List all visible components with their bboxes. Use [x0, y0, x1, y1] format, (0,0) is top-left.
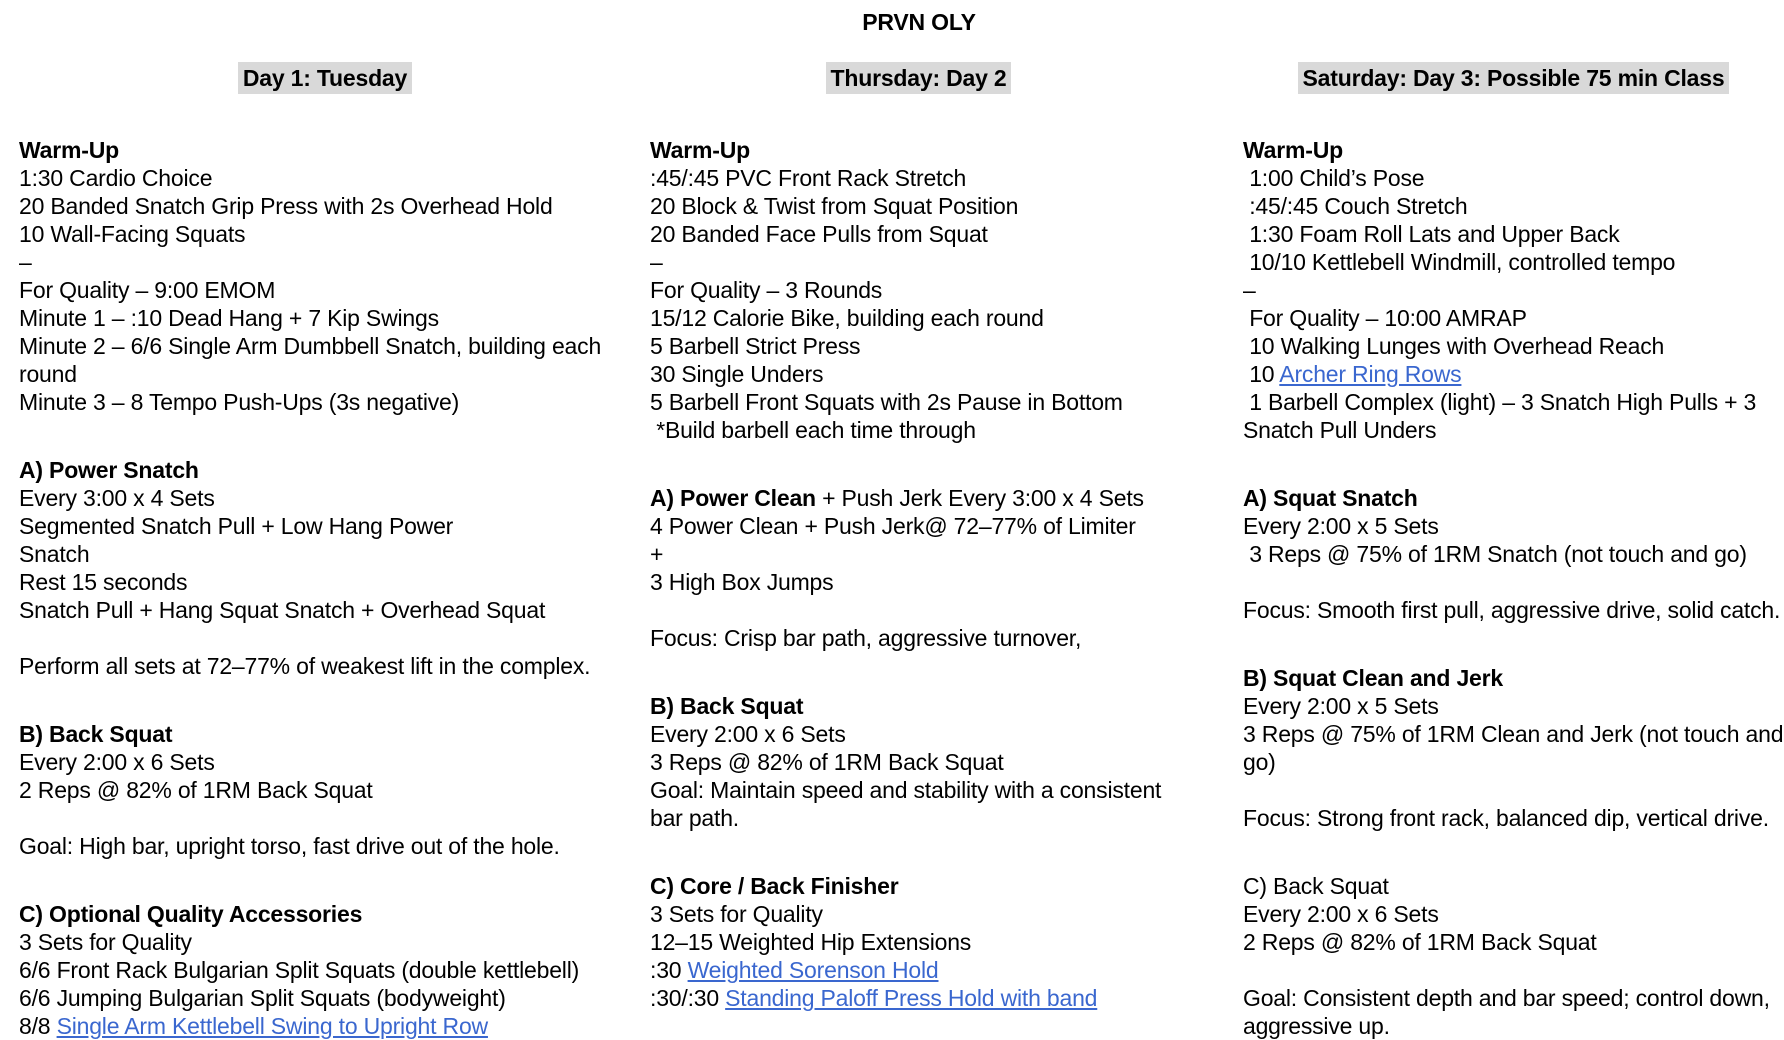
spacer — [1243, 444, 1784, 484]
text-line: Minute 2 – 6/6 Single Arm Dumbbell Snatch, building each — [19, 333, 602, 359]
text-line: 10 Walking Lunges with Overhead Reach — [1243, 333, 1665, 359]
text-line: B) Back Squat — [19, 721, 173, 747]
text-line: round — [19, 361, 77, 387]
column-header: Day 1: Tuesday — [238, 62, 412, 94]
text-line: 3 High Box Jumps — [650, 569, 834, 595]
text-line: B) Back Squat — [650, 693, 804, 719]
text-line: For Quality – 9:00 EMOM — [19, 277, 276, 303]
column-header: Thursday: Day 2 — [826, 62, 1012, 94]
text-line: 1 Barbell Complex (light) – 3 Snatch High Pulls + 3 — [1243, 389, 1757, 415]
text-line: Goal: Consistent depth and bar speed; control down, — [1243, 985, 1770, 1011]
spacer — [650, 652, 1187, 692]
column-body — [650, 136, 1187, 1012]
text-line: 20 Block & Twist from Squat Position — [650, 193, 1019, 219]
text-line — [650, 956, 1187, 984]
text-line: Goal: Maintain speed and stability with a consistent — [650, 777, 1162, 803]
text-line: Minute 1 – :10 Dead Hang + 7 Kip Swings — [19, 305, 439, 331]
text-line: 3 Sets for Quality — [19, 929, 192, 955]
text-line: Warm-Up — [650, 137, 750, 163]
day-column-3 — [1243, 62, 1784, 1040]
text-line: Snatch Pull Unders — [1243, 417, 1437, 443]
text-line: Snatch — [19, 541, 90, 567]
text-line: Every 3:00 x 4 Sets — [19, 485, 215, 511]
text-line: Every 2:00 x 6 Sets — [19, 749, 215, 775]
standing-paloff-press-hold-link[interactable]: Standing Paloff Press Hold with band — [725, 985, 1098, 1011]
text-line: bar path. — [650, 805, 739, 831]
text-line: C) Core / Back Finisher — [650, 873, 899, 899]
text-line: 3 Reps @ 82% of 1RM Back Squat — [650, 749, 1004, 775]
text-line: 6/6 Jumping Bulgarian Split Squats (bodyweight) — [19, 985, 506, 1011]
text-line: Minute 3 – 8 Tempo Push-Ups (3s negative) — [19, 389, 460, 415]
column-body — [19, 136, 631, 1040]
spacer — [1243, 568, 1784, 596]
text-line: 2 Reps @ 82% of 1RM Back Squat — [19, 777, 373, 803]
column-header: Saturday: Day 3: Possible 75 min Class — [1298, 62, 1730, 94]
text-line: Focus: Strong front rack, balanced dip, vertical drive. — [1243, 805, 1769, 831]
column-header-row — [650, 62, 1187, 94]
text-line: aggressive up. — [1243, 1013, 1390, 1039]
text-line: Segmented Snatch Pull + Low Hang Power — [19, 513, 454, 539]
text-line: Warm-Up — [19, 137, 119, 163]
text-line: 4 Power Clean + Push Jerk@ 72–77% of Limiter — [650, 513, 1136, 539]
text-line: – — [650, 249, 663, 275]
text-line: 10/10 Kettlebell Windmill, controlled tempo — [1243, 249, 1676, 275]
spacer — [1243, 624, 1784, 664]
text-line: 5 Barbell Front Squats with 2s Pause in Bottom — [650, 389, 1123, 415]
text-segment: 10 — [1243, 361, 1280, 387]
text-line: Every 2:00 x 5 Sets — [1243, 693, 1439, 719]
spacer — [1243, 832, 1784, 872]
spacer — [650, 832, 1187, 872]
text-line: Every 2:00 x 6 Sets — [1243, 901, 1439, 927]
text-line: 30 Single Unders — [650, 361, 824, 387]
text-segment: :30 — [650, 957, 688, 983]
text-segment: 8/8 — [19, 1013, 57, 1039]
text-segment: A) Power Clean — [650, 485, 816, 511]
text-line: 3 Reps @ 75% of 1RM Snatch (not touch and go) — [1243, 541, 1747, 567]
text-line — [1243, 360, 1784, 388]
spacer — [1243, 956, 1784, 984]
text-line: B) Squat Clean and Jerk — [1243, 665, 1503, 691]
text-line: go) — [1243, 749, 1276, 775]
day-column-2 — [650, 62, 1187, 1012]
text-line: Rest 15 seconds — [19, 569, 188, 595]
spacer — [650, 596, 1187, 624]
text-line: Warm-Up — [1243, 137, 1343, 163]
spacer — [19, 860, 631, 900]
text-line: 20 Banded Face Pulls from Squat — [650, 221, 988, 247]
text-line: 12–15 Weighted Hip Extensions — [650, 929, 972, 955]
text-line: Every 2:00 x 5 Sets — [1243, 513, 1439, 539]
text-line: 5 Barbell Strict Press — [650, 333, 861, 359]
text-segment: :30/:30 — [650, 985, 726, 1011]
text-line: 20 Banded Snatch Grip Press with 2s Overhead Hold — [19, 193, 553, 219]
text-line: Perform all sets at 72–77% of weakest lift in the complex. — [19, 653, 591, 679]
spacer — [650, 444, 1187, 484]
column-body — [1243, 136, 1784, 1040]
text-line: Every 2:00 x 6 Sets — [650, 721, 846, 747]
text-line: Goal: High bar, upright torso, fast drive out of the hole. — [19, 833, 560, 859]
text-line: A) Squat Snatch — [1243, 485, 1418, 511]
text-line: C) Optional Quality Accessories — [19, 901, 363, 927]
column-header-row — [1243, 62, 1784, 94]
text-line: *Build barbell each time through — [650, 417, 976, 443]
text-line — [650, 984, 1187, 1012]
single-arm-kettlebell-swing-link[interactable]: Single Arm Kettlebell Swing to Upright Row — [56, 1013, 488, 1039]
day-column-1 — [19, 62, 631, 1040]
text-line: 1:00 Child’s Pose — [1243, 165, 1425, 191]
text-line: – — [19, 249, 32, 275]
spacer — [1243, 776, 1784, 804]
text-line: – — [1243, 277, 1256, 303]
text-line: 1:30 Cardio Choice — [19, 165, 213, 191]
text-line: Focus: Smooth first pull, aggressive drive, solid catch. — [1243, 597, 1781, 623]
text-line: 3 Sets for Quality — [650, 901, 823, 927]
text-line: 10 Wall-Facing Squats — [19, 221, 246, 247]
text-line: For Quality – 10:00 AMRAP — [1243, 305, 1527, 331]
text-line: 2 Reps @ 82% of 1RM Back Squat — [1243, 929, 1597, 955]
archer-ring-rows-link[interactable]: Archer Ring Rows — [1279, 361, 1462, 387]
text-line: + — [650, 541, 664, 567]
text-line — [650, 484, 1187, 512]
text-line: C) Back Squat — [1243, 873, 1389, 899]
page-title: PRVN OLY — [862, 9, 976, 35]
text-line: Snatch Pull + Hang Squat Snatch + Overhead Squat — [19, 597, 546, 623]
text-line — [19, 1012, 631, 1040]
spacer — [19, 416, 631, 456]
text-line: 6/6 Front Rack Bulgarian Split Squats (double kettlebell) — [19, 957, 580, 983]
text-line: A) Power Snatch — [19, 457, 199, 483]
text-line: Focus: Crisp bar path, aggressive turnover, — [650, 625, 1082, 651]
text-line: For Quality – 3 Rounds — [650, 277, 883, 303]
text-line: 15/12 Calorie Bike, building each round — [650, 305, 1044, 331]
text-line: :45/:45 PVC Front Rack Stretch — [650, 165, 967, 191]
spacer — [19, 804, 631, 832]
column-header-row — [19, 62, 631, 94]
text-segment: + Push Jerk Every 3:00 x 4 Sets — [815, 485, 1144, 511]
spacer — [19, 624, 631, 652]
text-line: :45/:45 Couch Stretch — [1243, 193, 1468, 219]
text-line: 1:30 Foam Roll Lats and Upper Back — [1243, 221, 1620, 247]
spacer — [19, 680, 631, 720]
text-line: 3 Reps @ 75% of 1RM Clean and Jerk (not touch and — [1243, 721, 1784, 747]
weighted-sorenson-hold-link[interactable]: Weighted Sorenson Hold — [687, 957, 939, 983]
